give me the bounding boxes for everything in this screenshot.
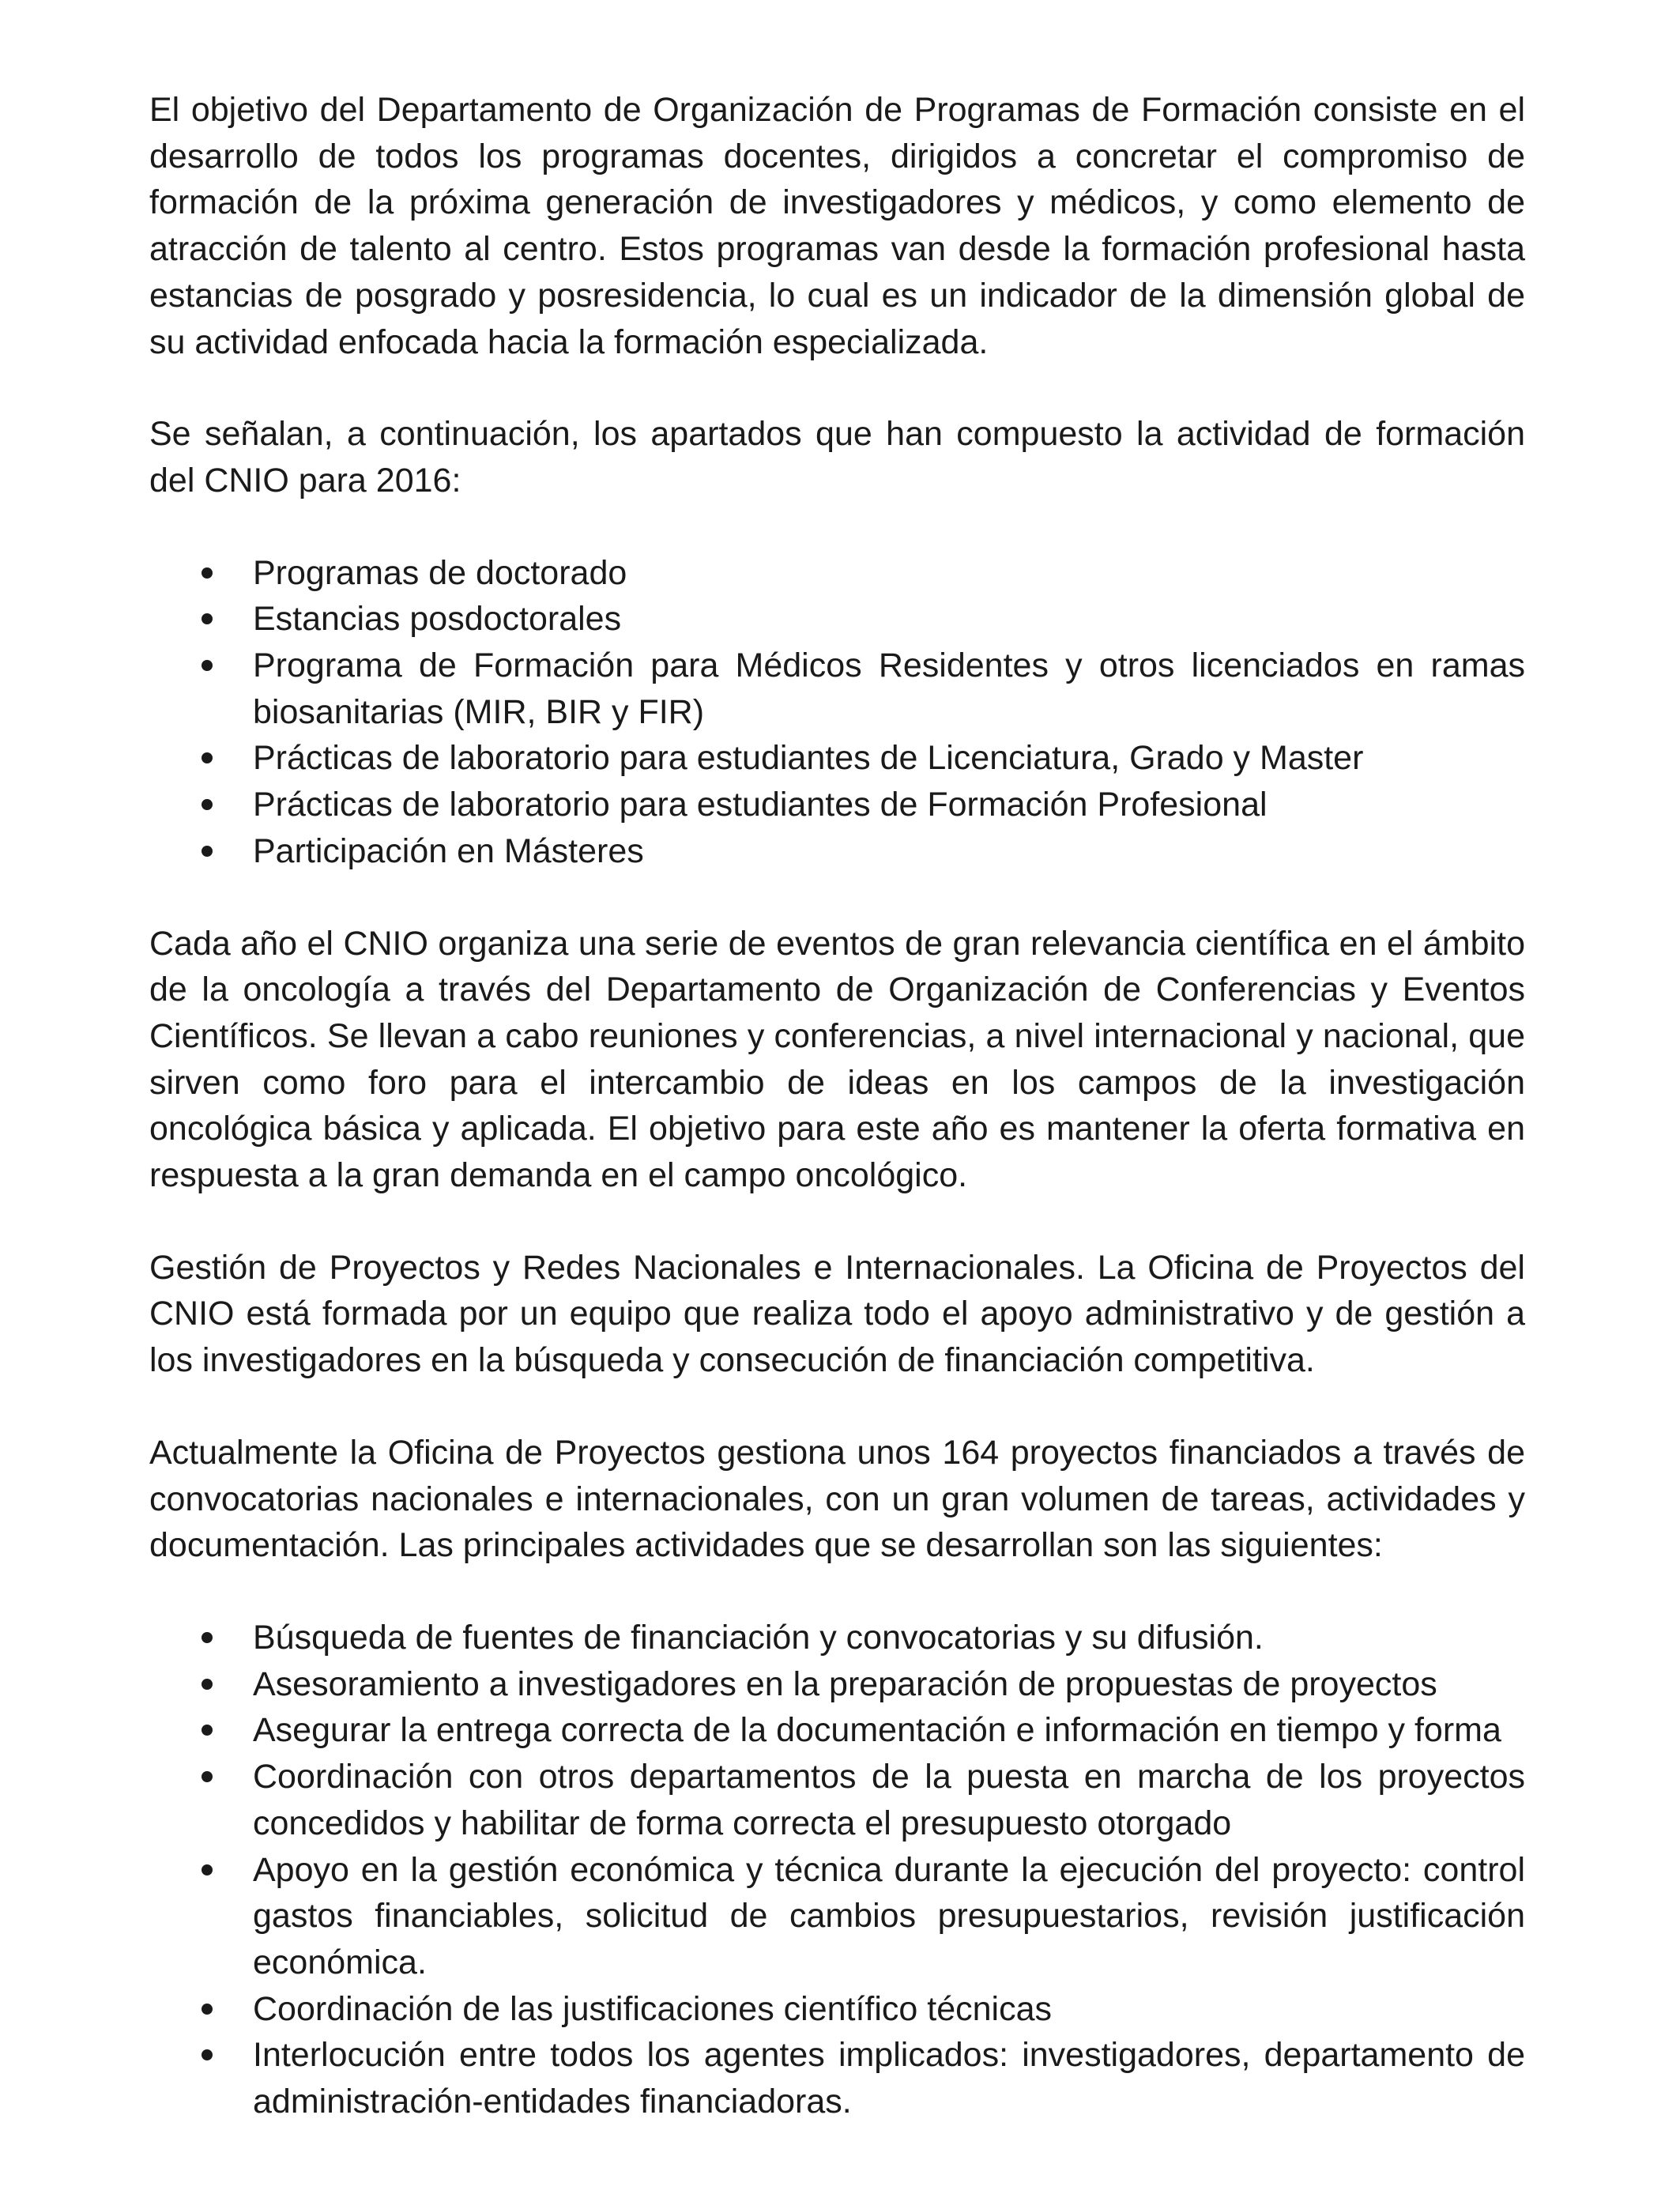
list-item-text: Coordinación con otros departamentos de la puesta en marcha de los proyectos concedidos y habilitar de forma correcta el presupuesto otorgado xyxy=(253,1758,1525,1842)
bullet-icon xyxy=(202,2049,213,2060)
list-item xyxy=(149,828,1525,875)
list-item-text: Interlocución entre todos los agentes implicados: investigadores, departamento de administración-entidades financiadoras. xyxy=(253,2036,1525,2121)
list-item-text: Programas de doctorado xyxy=(253,553,627,592)
list-item xyxy=(149,550,1525,597)
bullet-icon xyxy=(202,1864,213,1875)
bullet-icon xyxy=(202,1725,213,1736)
paragraph-projects-activities: Actualmente la Oficina de Proyectos gestiona unos 164 proyectos financiados a través de convocatorias nacionales e internacionales, con un gran volumen de tareas, actividades y documentación. Las principales actividades que se desarrollan son las siguientes: xyxy=(149,1433,1525,1565)
bullet-icon xyxy=(202,613,213,624)
paragraph-training-objective: El objetivo del Departamento de Organización de Programas de Formación consiste en el desarrollo de todos los programas docentes, dirigidos a concretar el compromiso de formación de la próxima generación de investigadores y médicos, y como elemento de atracción de talento al centro. Estos programas van desde la formación profesional hasta estancias de posgrado y posresidencia, lo cual es un indicador de la dimensión global de su actividad enfocada hacia la formación especializada. xyxy=(149,91,1525,361)
paragraph-training-intro: Se señalan, a continuación, los apartados que han compuesto la actividad de formación del CNIO para 2016: xyxy=(149,415,1525,499)
list-item xyxy=(149,2032,1525,2124)
list-item-text: Estancias posdoctorales xyxy=(253,600,622,639)
list-item-text: Programa de Formación para Médicos Residentes y otros licenciados en ramas biosanitarias (MIR, BIR y FIR) xyxy=(253,647,1525,731)
list-item-text: Participación en Másteres xyxy=(253,831,644,870)
paragraph-projects-office: Gestión de Proyectos y Redes Nacionales e Internacionales. La Oficina de Proyectos del CNIO está formada por un equipo que realiza todo el apoyo administrativo y de gestión a los investigadores en la búsqueda y consecución de financiación competitiva. xyxy=(149,1248,1525,1380)
project-activities-list xyxy=(149,1615,1525,2125)
list-item-text: Prácticas de laboratorio para estudiantes de Licenciatura, Grado y Master xyxy=(253,739,1364,778)
list-item-text: Coordinación de las justificaciones científico técnicas xyxy=(253,1989,1053,2028)
list-item-text: Búsqueda de fuentes de financiación y convocatorias y su difusión. xyxy=(253,1618,1264,1657)
bullet-icon xyxy=(202,660,213,671)
list-item xyxy=(149,1707,1525,1754)
list-item xyxy=(149,1615,1525,1661)
bullet-icon xyxy=(202,799,213,810)
list-item xyxy=(149,596,1525,643)
list-item xyxy=(149,643,1525,735)
training-activities-list xyxy=(149,550,1525,875)
list-item xyxy=(149,1986,1525,2033)
list-item-text: Apoyo en la gestión económica y técnica durante la ejecución del proyecto: control gastos financiables, solicitud de cambios presupuestarios, revisión justificación económica. xyxy=(253,1850,1525,1981)
list-item xyxy=(149,1847,1525,1986)
list-item-text: Asesoramiento a investigadores en la preparación de propuestas de proyectos xyxy=(253,1664,1437,1703)
bullet-icon xyxy=(202,1632,213,1643)
bullet-icon xyxy=(202,1771,213,1782)
document-page xyxy=(149,87,1525,2171)
bullet-icon xyxy=(202,567,213,579)
list-item xyxy=(149,1661,1525,1708)
bullet-icon xyxy=(202,752,213,763)
paragraph-events: Cada año el CNIO organiza una serie de eventos de gran relevancia científica en el ámbito de la oncología a través del Departamento de Organización de Conferencias y Eventos Científicos. Se llevan a cabo reuniones y conferencias, a nivel internacional y nacional, que sirven como foro para el intercambio de ideas en los campos de la investigación oncológica básica y aplicada. El objetivo para este año es mantener la oferta formativa en respuesta a la gran demanda en el campo oncológico. xyxy=(149,924,1525,1195)
list-item xyxy=(149,782,1525,828)
list-item xyxy=(149,735,1525,782)
list-item xyxy=(149,1754,1525,1846)
bullet-icon xyxy=(202,846,213,857)
list-item-text: Asegurar la entrega correcta de la documentación e información en tiempo y forma xyxy=(253,1711,1501,1750)
bullet-icon xyxy=(202,2004,213,2015)
list-item-text: Prácticas de laboratorio para estudiantes de Formación Profesional xyxy=(253,786,1268,824)
bullet-icon xyxy=(202,1679,213,1690)
